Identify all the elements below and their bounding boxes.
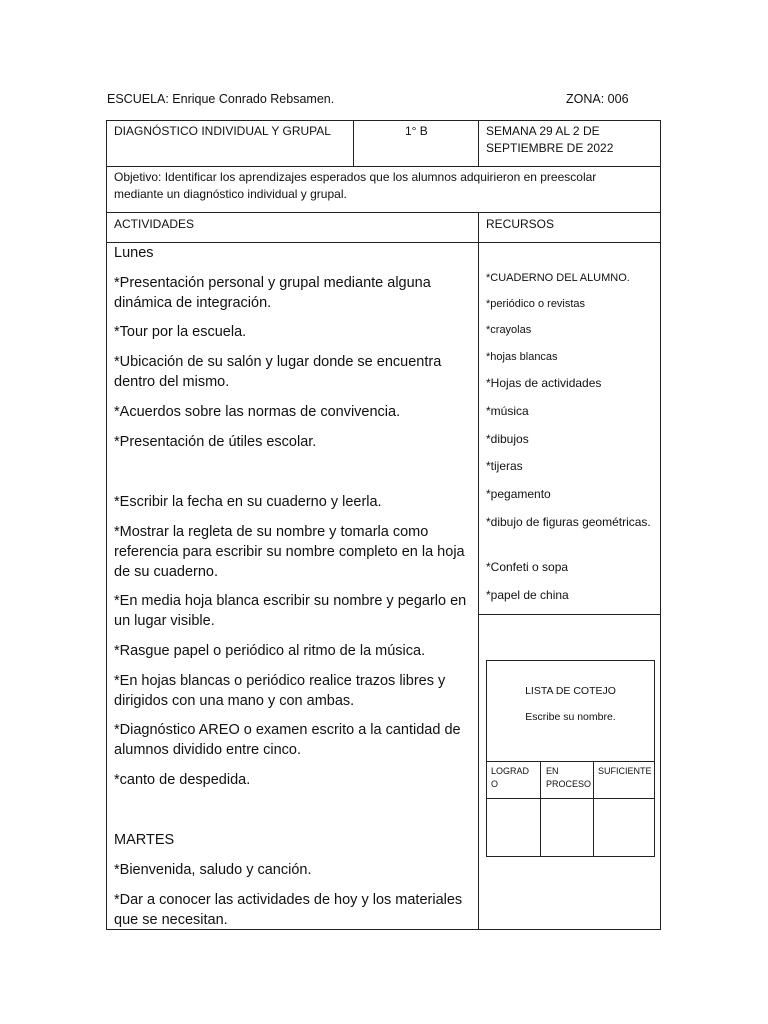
checklist-title: LISTA DE COTEJO — [525, 685, 616, 697]
resource-item: *música — [486, 404, 529, 418]
checklist-col-achieved-2: O — [491, 779, 499, 789]
checklist-col-achieved-1: LOGRAD — [491, 766, 530, 776]
week-line2: SEPTIEMBRE DE 2022 — [486, 141, 614, 155]
resource-item: *Hojas de actividades — [486, 376, 602, 390]
activity-item: *Dar a conocer las actividades de hoy y los materiales que se necesitan. — [114, 892, 463, 928]
checklist-col-divider — [593, 761, 594, 857]
activity-item: *Rasgue papel o periódico al ritmo de la música. — [114, 643, 426, 659]
resource-item: *crayolas — [486, 324, 532, 336]
objective-line1: Objetivo: Identificar los aprendizajes esperados que los alumnos adquirieron en preescolar — [114, 170, 597, 184]
activity-item: *Ubicación de su salón y lugar donde se encuentra dentro del mismo. — [114, 354, 442, 390]
objective-line2: mediante un diagnóstico individual y grupal. — [114, 187, 347, 201]
checklist-divider — [486, 761, 655, 762]
table-title: DIAGNÓSTICO INDIVIDUAL Y GRUPAL — [114, 124, 331, 138]
resource-item: *pegamento — [486, 487, 551, 501]
resource-item: *papel de china — [486, 588, 569, 602]
row-divider — [106, 212, 661, 213]
zone-label: ZONA: 006 — [566, 92, 629, 106]
activity-item: *canto de despedida. — [114, 772, 251, 788]
col-divider — [478, 120, 479, 166]
resource-item: *dibujos — [486, 432, 529, 446]
resource-item: *periódico o revistas — [486, 298, 586, 310]
activity-item: *Mostrar la regleta de su nombre y tomarla como referencia para escribir su nombre completo en la hoja de su cuaderno. — [114, 524, 465, 580]
school-name: ESCUELA: Enrique Conrado Rebsamen. — [107, 92, 335, 106]
resource-item: *CUADERNO DEL ALUMNO. — [486, 272, 630, 284]
activity-item: *Escribir la fecha en su cuaderno y leerla. — [114, 494, 382, 510]
day-monday: Lunes — [114, 245, 154, 261]
checklist-col-in-process-1: EN — [546, 766, 559, 776]
checklist-subtitle: Escribe su nombre. — [525, 711, 616, 723]
activity-item: *Acuerdos sobre las normas de convivencia. — [114, 404, 401, 420]
activity-item: *Tour por la escuela. — [114, 324, 247, 340]
activity-item: *Diagnóstico AREO o examen escrito a la cantidad de alumnos dividido entre cinco. — [114, 722, 461, 758]
week-line1: SEMANA 29 AL 2 DE — [486, 124, 600, 138]
activity-item: *En media hoja blanca escribir su nombre y pegarlo en un lugar visible. — [114, 593, 467, 629]
resource-item: *hojas blancas — [486, 351, 558, 363]
resources-divider — [478, 614, 661, 615]
checklist-divider — [486, 798, 655, 799]
col-divider — [353, 120, 354, 166]
checklist-col-divider — [540, 761, 541, 857]
activities-header: ACTIVIDADES — [114, 217, 195, 231]
grade-label: 1° B — [405, 124, 428, 138]
col-divider — [478, 212, 479, 930]
activity-item: *En hojas blancas o periódico realice trazos libres y dirigidos con una mano y con ambas. — [114, 673, 446, 709]
checklist-col-sufficient: SUFICIENTE — [598, 766, 652, 776]
resources-header: RECURSOS — [486, 217, 555, 231]
row-divider — [106, 166, 661, 167]
activity-item: *Bienvenida, saludo y canción. — [114, 862, 312, 878]
resource-item: *dibujo de figuras geométricas. — [486, 515, 651, 529]
resource-item: *Confeti o sopa — [486, 560, 569, 574]
activity-item: *Presentación personal y grupal mediante alguna dinámica de integración. — [114, 275, 431, 311]
activity-item: *Presentación de útiles escolar. — [114, 434, 317, 450]
checklist-col-in-process-2: PROCESO — [546, 779, 592, 789]
resource-item: *tijeras — [486, 459, 523, 473]
day-tuesday: MARTES — [114, 832, 175, 848]
